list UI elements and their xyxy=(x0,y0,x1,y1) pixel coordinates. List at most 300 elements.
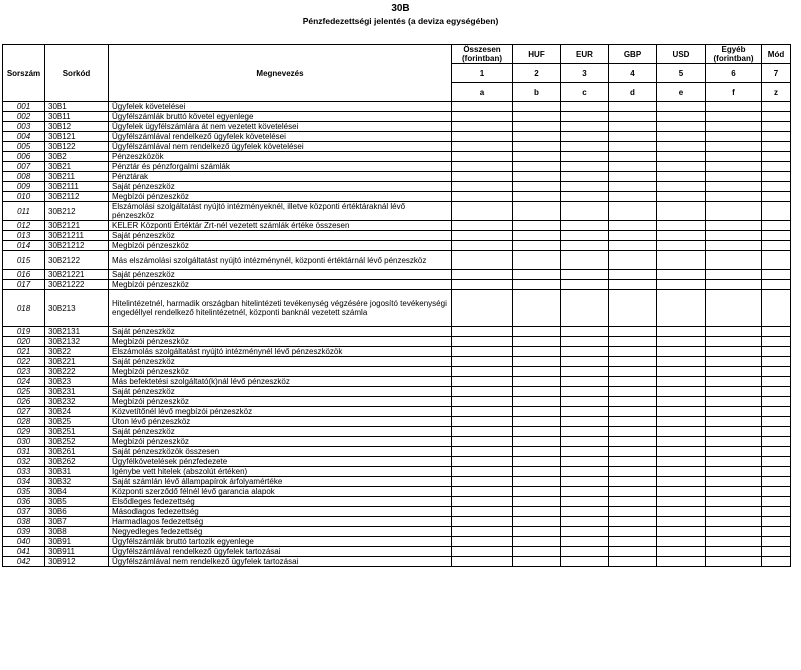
value-cell[interactable] xyxy=(657,337,706,347)
value-cell[interactable] xyxy=(609,231,657,241)
value-cell[interactable] xyxy=(513,377,561,387)
value-cell[interactable] xyxy=(561,290,609,327)
value-cell[interactable] xyxy=(452,241,513,251)
value-cell[interactable] xyxy=(657,152,706,162)
value-cell[interactable] xyxy=(657,557,706,567)
value-cell[interactable] xyxy=(609,557,657,567)
value-cell[interactable] xyxy=(657,497,706,507)
value-cell[interactable] xyxy=(452,447,513,457)
value-cell[interactable] xyxy=(762,192,791,202)
value-cell[interactable] xyxy=(706,102,762,112)
table-row xyxy=(3,507,791,517)
value-cell[interactable] xyxy=(452,487,513,497)
value-cell[interactable] xyxy=(609,397,657,407)
value-cell[interactable] xyxy=(513,102,561,112)
value-cell[interactable] xyxy=(452,437,513,447)
value-cell[interactable] xyxy=(609,477,657,487)
value-cell[interactable] xyxy=(657,507,706,517)
value-cell[interactable] xyxy=(706,122,762,132)
value-cell[interactable] xyxy=(706,270,762,280)
value-cell[interactable] xyxy=(609,467,657,477)
value-cell[interactable] xyxy=(452,557,513,567)
value-cell[interactable] xyxy=(762,221,791,231)
value-cell[interactable] xyxy=(657,102,706,112)
row-code: 30B212 xyxy=(45,202,109,221)
value-cell[interactable] xyxy=(513,142,561,152)
value-cell[interactable] xyxy=(452,507,513,517)
value-cell[interactable] xyxy=(513,241,561,251)
value-cell[interactable] xyxy=(657,467,706,477)
value-cell[interactable] xyxy=(561,327,609,337)
value-cell[interactable] xyxy=(561,347,609,357)
value-cell[interactable] xyxy=(657,357,706,367)
value-cell[interactable] xyxy=(706,367,762,377)
value-cell[interactable] xyxy=(657,387,706,397)
value-cell[interactable] xyxy=(762,290,791,327)
value-cell[interactable] xyxy=(706,357,762,367)
value-cell[interactable] xyxy=(706,447,762,457)
value-cell[interactable] xyxy=(609,527,657,537)
value-cell[interactable] xyxy=(609,357,657,367)
value-cell[interactable] xyxy=(561,251,609,270)
value-cell[interactable] xyxy=(706,537,762,547)
value-cell[interactable] xyxy=(657,112,706,122)
value-cell[interactable] xyxy=(452,152,513,162)
value-cell[interactable] xyxy=(452,407,513,417)
value-cell[interactable] xyxy=(609,162,657,172)
value-cell[interactable] xyxy=(609,497,657,507)
value-cell[interactable] xyxy=(609,221,657,231)
value-cell[interactable] xyxy=(657,457,706,467)
value-cell[interactable] xyxy=(452,162,513,172)
value-cell[interactable] xyxy=(513,407,561,417)
value-cell[interactable] xyxy=(452,202,513,221)
value-cell[interactable] xyxy=(657,407,706,417)
value-cell[interactable] xyxy=(762,527,791,537)
value-cell[interactable] xyxy=(706,152,762,162)
value-cell[interactable] xyxy=(561,112,609,122)
value-cell[interactable] xyxy=(657,377,706,387)
value-cell[interactable] xyxy=(762,241,791,251)
value-cell[interactable] xyxy=(452,122,513,132)
value-cell[interactable] xyxy=(561,357,609,367)
value-cell[interactable] xyxy=(561,487,609,497)
value-cell[interactable] xyxy=(657,367,706,377)
value-cell[interactable] xyxy=(513,497,561,507)
value-cell[interactable] xyxy=(561,437,609,447)
value-cell[interactable] xyxy=(762,142,791,152)
value-cell[interactable] xyxy=(561,270,609,280)
value-cell[interactable] xyxy=(657,290,706,327)
value-cell[interactable] xyxy=(452,102,513,112)
value-cell[interactable] xyxy=(657,527,706,537)
value-cell[interactable] xyxy=(609,547,657,557)
value-cell[interactable] xyxy=(762,497,791,507)
value-cell[interactable] xyxy=(657,437,706,447)
value-cell[interactable] xyxy=(609,517,657,527)
value-cell[interactable] xyxy=(706,202,762,221)
value-cell[interactable] xyxy=(657,122,706,132)
value-cell[interactable] xyxy=(657,221,706,231)
value-cell[interactable] xyxy=(561,142,609,152)
value-cell[interactable] xyxy=(762,557,791,567)
value-cell[interactable] xyxy=(561,387,609,397)
value-cell[interactable] xyxy=(762,537,791,547)
value-cell[interactable] xyxy=(706,437,762,447)
value-cell[interactable] xyxy=(762,457,791,467)
value-cell[interactable] xyxy=(452,251,513,270)
value-cell[interactable] xyxy=(452,537,513,547)
value-cell[interactable] xyxy=(657,241,706,251)
value-cell[interactable] xyxy=(762,477,791,487)
value-cell[interactable] xyxy=(561,152,609,162)
value-cell[interactable] xyxy=(609,122,657,132)
value-cell[interactable] xyxy=(513,447,561,457)
value-cell[interactable] xyxy=(561,122,609,132)
value-cell[interactable] xyxy=(452,357,513,367)
value-cell[interactable] xyxy=(513,527,561,537)
value-cell[interactable] xyxy=(513,367,561,377)
value-cell[interactable] xyxy=(452,367,513,377)
value-cell[interactable] xyxy=(609,102,657,112)
value-cell[interactable] xyxy=(609,417,657,427)
value-cell[interactable] xyxy=(561,132,609,142)
value-cell[interactable] xyxy=(609,132,657,142)
value-cell[interactable] xyxy=(762,367,791,377)
value-cell[interactable] xyxy=(513,347,561,357)
value-cell[interactable] xyxy=(561,457,609,467)
value-cell[interactable] xyxy=(513,280,561,290)
value-cell[interactable] xyxy=(452,457,513,467)
value-cell[interactable] xyxy=(452,112,513,122)
value-cell[interactable] xyxy=(609,347,657,357)
value-cell[interactable] xyxy=(657,270,706,280)
value-cell[interactable] xyxy=(452,132,513,142)
value-cell[interactable] xyxy=(657,537,706,547)
value-cell[interactable] xyxy=(762,327,791,337)
value-cell[interactable] xyxy=(706,527,762,537)
value-cell[interactable] xyxy=(762,357,791,367)
value-cell[interactable] xyxy=(762,347,791,357)
value-cell[interactable] xyxy=(452,280,513,290)
value-cell[interactable] xyxy=(561,417,609,427)
value-cell[interactable] xyxy=(513,467,561,477)
value-cell[interactable] xyxy=(609,241,657,251)
value-cell[interactable] xyxy=(706,231,762,241)
value-cell[interactable] xyxy=(762,447,791,457)
value-cell[interactable] xyxy=(706,557,762,567)
value-cell[interactable] xyxy=(513,192,561,202)
value-cell[interactable] xyxy=(706,347,762,357)
value-cell[interactable] xyxy=(561,527,609,537)
value-cell[interactable] xyxy=(609,152,657,162)
value-cell[interactable] xyxy=(706,182,762,192)
value-cell[interactable] xyxy=(762,122,791,132)
value-cell[interactable] xyxy=(609,447,657,457)
value-cell[interactable] xyxy=(762,231,791,241)
value-cell[interactable] xyxy=(513,172,561,182)
value-cell[interactable] xyxy=(561,221,609,231)
value-cell[interactable] xyxy=(762,132,791,142)
value-cell[interactable] xyxy=(452,427,513,437)
value-cell[interactable] xyxy=(561,537,609,547)
value-cell[interactable] xyxy=(762,202,791,221)
value-cell[interactable] xyxy=(609,507,657,517)
value-cell[interactable] xyxy=(513,487,561,497)
value-cell[interactable] xyxy=(706,547,762,557)
value-cell[interactable] xyxy=(561,337,609,347)
value-cell[interactable] xyxy=(561,367,609,377)
value-cell[interactable] xyxy=(609,377,657,387)
value-cell[interactable] xyxy=(513,122,561,132)
value-cell[interactable] xyxy=(513,387,561,397)
value-cell[interactable] xyxy=(706,477,762,487)
row-code: 30B911 xyxy=(45,547,109,557)
value-cell[interactable] xyxy=(706,387,762,397)
value-cell[interactable] xyxy=(452,377,513,387)
value-cell[interactable] xyxy=(609,387,657,397)
value-cell[interactable] xyxy=(452,397,513,407)
value-cell[interactable] xyxy=(657,477,706,487)
value-cell[interactable] xyxy=(561,507,609,517)
value-cell[interactable] xyxy=(561,231,609,241)
value-cell[interactable] xyxy=(609,142,657,152)
value-cell[interactable] xyxy=(657,427,706,437)
value-cell[interactable] xyxy=(762,112,791,122)
value-cell[interactable] xyxy=(452,417,513,427)
table-row xyxy=(3,477,791,487)
value-cell[interactable] xyxy=(513,132,561,142)
value-cell[interactable] xyxy=(762,152,791,162)
value-cell[interactable] xyxy=(706,241,762,251)
value-cell[interactable] xyxy=(657,182,706,192)
value-cell[interactable] xyxy=(657,517,706,527)
value-cell[interactable] xyxy=(657,231,706,241)
value-cell[interactable] xyxy=(513,477,561,487)
value-cell[interactable] xyxy=(452,142,513,152)
value-cell[interactable] xyxy=(706,251,762,270)
value-cell[interactable] xyxy=(609,251,657,270)
value-cell[interactable] xyxy=(513,290,561,327)
value-cell[interactable] xyxy=(609,427,657,437)
value-cell[interactable] xyxy=(706,497,762,507)
value-cell[interactable] xyxy=(561,172,609,182)
value-cell[interactable] xyxy=(513,202,561,221)
value-cell[interactable] xyxy=(513,221,561,231)
value-cell[interactable] xyxy=(706,377,762,387)
value-cell[interactable] xyxy=(452,517,513,527)
value-cell[interactable] xyxy=(657,417,706,427)
value-cell[interactable] xyxy=(706,407,762,417)
value-cell[interactable] xyxy=(561,557,609,567)
value-cell[interactable] xyxy=(706,427,762,437)
value-cell[interactable] xyxy=(609,457,657,467)
value-cell[interactable] xyxy=(706,487,762,497)
value-cell[interactable] xyxy=(762,172,791,182)
value-cell[interactable] xyxy=(706,142,762,152)
value-cell[interactable] xyxy=(513,270,561,280)
value-cell[interactable] xyxy=(561,241,609,251)
value-cell[interactable] xyxy=(513,182,561,192)
value-cell[interactable] xyxy=(762,517,791,527)
value-cell[interactable] xyxy=(609,112,657,122)
value-cell[interactable] xyxy=(513,547,561,557)
value-cell[interactable] xyxy=(561,280,609,290)
value-cell[interactable] xyxy=(706,221,762,231)
value-cell[interactable] xyxy=(513,112,561,122)
value-cell[interactable] xyxy=(762,162,791,172)
value-cell[interactable] xyxy=(513,397,561,407)
value-cell[interactable] xyxy=(452,477,513,487)
value-cell[interactable] xyxy=(452,221,513,231)
value-cell[interactable] xyxy=(762,377,791,387)
value-cell[interactable] xyxy=(513,437,561,447)
value-cell[interactable] xyxy=(762,387,791,397)
value-cell[interactable] xyxy=(452,547,513,557)
value-cell[interactable] xyxy=(657,132,706,142)
value-cell[interactable] xyxy=(452,387,513,397)
value-cell[interactable] xyxy=(561,427,609,437)
value-cell[interactable] xyxy=(513,507,561,517)
value-cell[interactable] xyxy=(762,280,791,290)
value-cell[interactable] xyxy=(452,270,513,280)
value-cell[interactable] xyxy=(657,347,706,357)
value-cell[interactable] xyxy=(706,290,762,327)
value-cell[interactable] xyxy=(513,557,561,567)
value-cell[interactable] xyxy=(452,497,513,507)
value-cell[interactable] xyxy=(657,487,706,497)
value-cell[interactable] xyxy=(561,407,609,417)
value-cell[interactable] xyxy=(609,182,657,192)
value-cell[interactable] xyxy=(561,192,609,202)
value-cell[interactable] xyxy=(762,270,791,280)
value-cell[interactable] xyxy=(609,280,657,290)
value-cell[interactable] xyxy=(706,507,762,517)
value-cell[interactable] xyxy=(513,152,561,162)
value-cell[interactable] xyxy=(706,417,762,427)
value-cell[interactable] xyxy=(513,162,561,172)
value-cell[interactable] xyxy=(762,417,791,427)
value-cell[interactable] xyxy=(513,231,561,241)
value-cell[interactable] xyxy=(657,397,706,407)
value-cell[interactable] xyxy=(762,251,791,270)
value-cell[interactable] xyxy=(513,337,561,347)
value-cell[interactable] xyxy=(706,467,762,477)
value-cell[interactable] xyxy=(609,337,657,347)
value-cell[interactable] xyxy=(561,102,609,112)
value-cell[interactable] xyxy=(513,427,561,437)
value-cell[interactable] xyxy=(609,270,657,280)
value-cell[interactable] xyxy=(657,192,706,202)
value-cell[interactable] xyxy=(706,162,762,172)
value-cell[interactable] xyxy=(762,467,791,477)
value-cell[interactable] xyxy=(609,172,657,182)
value-cell[interactable] xyxy=(513,327,561,337)
value-cell[interactable] xyxy=(609,537,657,547)
value-cell[interactable] xyxy=(513,517,561,527)
value-cell[interactable] xyxy=(706,337,762,347)
value-cell[interactable] xyxy=(762,487,791,497)
value-cell[interactable] xyxy=(762,182,791,192)
value-cell[interactable] xyxy=(657,447,706,457)
value-cell[interactable] xyxy=(452,182,513,192)
value-cell[interactable] xyxy=(452,337,513,347)
value-cell[interactable] xyxy=(609,192,657,202)
value-cell[interactable] xyxy=(561,467,609,477)
row-description: Harmadlagos fedezettség xyxy=(109,517,452,527)
value-cell[interactable] xyxy=(657,547,706,557)
value-cell[interactable] xyxy=(657,251,706,270)
value-cell[interactable] xyxy=(706,457,762,467)
value-cell[interactable] xyxy=(609,437,657,447)
value-cell[interactable] xyxy=(609,202,657,221)
value-cell[interactable] xyxy=(561,182,609,192)
value-cell[interactable] xyxy=(706,280,762,290)
value-cell[interactable] xyxy=(561,477,609,487)
value-cell[interactable] xyxy=(762,407,791,417)
value-cell[interactable] xyxy=(561,517,609,527)
value-cell[interactable] xyxy=(452,231,513,241)
value-cell[interactable] xyxy=(657,172,706,182)
value-cell[interactable] xyxy=(452,467,513,477)
value-cell[interactable] xyxy=(706,192,762,202)
value-cell[interactable] xyxy=(609,290,657,327)
value-cell[interactable] xyxy=(706,327,762,337)
value-cell[interactable] xyxy=(762,507,791,517)
value-cell[interactable] xyxy=(513,457,561,467)
value-cell[interactable] xyxy=(452,527,513,537)
value-cell[interactable] xyxy=(609,407,657,417)
value-cell[interactable] xyxy=(609,327,657,337)
value-cell[interactable] xyxy=(609,487,657,497)
value-cell[interactable] xyxy=(657,162,706,172)
value-cell[interactable] xyxy=(561,547,609,557)
value-cell[interactable] xyxy=(452,192,513,202)
value-cell[interactable] xyxy=(561,397,609,407)
value-cell[interactable] xyxy=(762,102,791,112)
value-cell[interactable] xyxy=(513,417,561,427)
value-cell[interactable] xyxy=(609,367,657,377)
value-cell[interactable] xyxy=(706,517,762,527)
value-cell[interactable] xyxy=(452,327,513,337)
value-cell[interactable] xyxy=(561,202,609,221)
value-cell[interactable] xyxy=(452,172,513,182)
value-cell[interactable] xyxy=(762,547,791,557)
value-cell[interactable] xyxy=(762,437,791,447)
value-cell[interactable] xyxy=(561,497,609,507)
row-number: 004 xyxy=(3,132,45,142)
value-cell[interactable] xyxy=(561,447,609,457)
value-cell[interactable] xyxy=(762,397,791,407)
value-cell[interactable] xyxy=(452,290,513,327)
value-cell[interactable] xyxy=(657,280,706,290)
value-cell[interactable] xyxy=(513,357,561,367)
value-cell[interactable] xyxy=(657,142,706,152)
value-cell[interactable] xyxy=(706,172,762,182)
value-cell[interactable] xyxy=(561,377,609,387)
value-cell[interactable] xyxy=(561,162,609,172)
value-cell[interactable] xyxy=(657,202,706,221)
value-cell[interactable] xyxy=(706,112,762,122)
value-cell[interactable] xyxy=(513,251,561,270)
value-cell[interactable] xyxy=(452,347,513,357)
value-cell[interactable] xyxy=(706,132,762,142)
value-cell[interactable] xyxy=(706,397,762,407)
value-cell[interactable] xyxy=(513,537,561,547)
value-cell[interactable] xyxy=(762,427,791,437)
value-cell[interactable] xyxy=(762,337,791,347)
value-cell[interactable] xyxy=(657,327,706,337)
